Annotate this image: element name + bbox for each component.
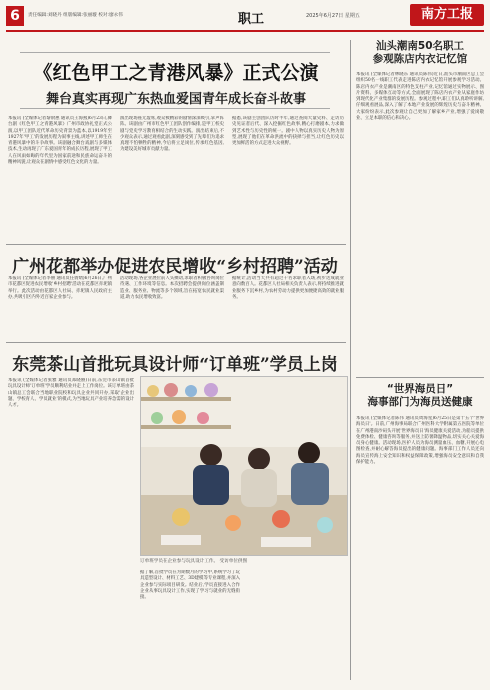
workshop-photo-illustration	[141, 377, 348, 556]
article1-column-3: 据悉,该剧主创团队历时半年,通过查阅大量史料、走访历史见证者后代、深入挖掘红色故事,精心打磨剧本,力求做到艺术性与历史性的统一。剧中人物以真实历史人物为原型,展现了他们在革命洪流中的抉择与担当,让红色历史以更加鲜活的方式走进大众视野。	[232, 116, 344, 147]
article3-headline: 东莞茶山首批玩具设计师“订单班”学员上岗	[12, 355, 338, 375]
article3-column-2: 据了解,首批学员在为期数月的学习中,系统学习了玩具造型设计、材料工艺、3D建模等专业课程,并深入企业参与实际项目研发。结业后,学员直接进入合作企业从事玩具设计工作,实现了学习与就业的无缝衔接。	[140, 570, 240, 601]
article-separator	[6, 342, 346, 343]
editor-credits: 责任编辑:刘晓丹 组版编辑:张丽璇 校对:廖永伟	[28, 13, 123, 18]
article1-headline: 《红色甲工之青港风暴》正式公演	[33, 62, 319, 84]
newspaper-logo: 南方工报	[410, 4, 484, 26]
article2-column-2: 活动现场,各企业展位前人头攒动,求职者积极咨询岗位待遇、工作环境等信息。本次招聘会提供岗位涵盖制造业、服务业、物流等多个领域,旨在拓宽农民就业渠道,助力农民增收致富。	[120, 276, 224, 300]
right-article-separator	[356, 377, 484, 378]
article3-photo	[140, 376, 348, 556]
article1-column-2: 演出现场座无虚席,观众被精彩的剧情深深吸引,掌声阵阵。该剧由广州市红色甲工团队创作编排,是甲工校史剧与党史学习教育相结合的生动实践。演出结束后,不少观众表示,通过观看此剧,深刻感受到了先辈们为追求真理不怕牺牲的精神,今后将立足岗位,传承红色基因,为建设美好城市贡献力量。	[120, 116, 224, 153]
article2-column-1: 本报讯 (全媒体记者李丽 通讯员任倩婧)6月26日,广州市花都区促进农民增收'乡村招聘'活动在花都区赤坭镇举行。此次活动由花都区人社局、赤坭镇人民政府主办,共吸引区内外近百家企业参与。	[8, 276, 112, 300]
header-rule	[6, 30, 484, 32]
right-article2-headline-text: “世界海员日” 海事部门为海员送健康	[367, 383, 473, 408]
title-decoration-top	[20, 52, 330, 53]
right-article2-headline	[356, 383, 484, 409]
section-title: 职工	[238, 12, 265, 27]
article-separator	[6, 244, 346, 245]
right-article1-headline-text: 汕头潮南50名职工 参观陈店内衣记忆馆	[372, 40, 468, 65]
issue-date: 2025年6月27日 星期五	[306, 13, 360, 19]
right-article1-body: 本报讯 (全媒体记者林晓东 通讯员陈伟)近日,汕头市潮南区总工会组织50名一线职工代表走进陈店内衣记忆馆开展参观学习活动。陈店内衣产业是潮南区的特色支柱产业,记忆馆通过实物展示、图片资料、多媒体互动等方式,全面展现了陈店内衣产业从家庭作坊到现代化产业集群的发展历程。参观过程中,职工们认真聆听讲解,仔细观看展品,深入了解了本地产业发展的辉煌历史与奋斗精神。大家纷纷表示,此次参观让自己更加了解家乡产业,增强了爱岗敬业、立足本职的信心和决心。	[356, 72, 484, 122]
article1-subheadline: 舞台真实再现广东热血爱国青年成长奋斗故事	[45, 92, 306, 107]
article3-column-1: 本报讯 (全媒体记者张雅 通讯员郑晓丽)日前,东莞市茶山镇首批玩具设计师'订单班'学员顺利结业并走上工作岗位。该订单班由茶山镇总工会联合当地职业院校和玩具企业共同开办,采取'企业出题、学校育人、学员就业'的模式,为当地玩具产业培养急需的设计人才。	[8, 378, 134, 409]
right-article2-body: 本报讯 (全媒体记者陈伟 通讯员周海星)6月25日是第十五个'世界海员日'。日前,广州海事局联合广州医科大学附属第五医院等单位在广州港南沙码头开展'世界海员日'海员健康关爱活动,为船员提供免费体检、健康咨询等服务,并送上防暑降温物品,切实关心关爱海员身心健康。活动现场,医护人员为海员测量血压、血糖,开展心电图检查,并耐心解答海员提出的健康问题。海事部门工作人员还向海员宣传海上安全知识和权益保障政策,增强海员安全意识和自我保护能力。	[356, 416, 484, 466]
title-decoration-bottom	[20, 108, 330, 109]
right-article1-headline	[356, 40, 484, 66]
article2-column-3: 据统计,活动当天共有超过千名求职者入场,初步达成就业意向数百人。花都区人社局相关负责人表示,将持续推进就业服务下沉乡村,为农村劳动力提供更加便捷高效的就业服务。	[232, 276, 344, 300]
column-divider	[350, 40, 351, 680]
page-number: 6	[6, 6, 24, 26]
photo-caption: 订单班学员在企业参与玩具设计工作。 受访单位供图	[140, 559, 248, 564]
page-header	[6, 4, 484, 30]
article2-headline: 广州花都举办促进农民增收“乡村招聘”活动	[12, 257, 338, 277]
article1-column-1: 本报讯 (全媒体记者黎俞惠 通讯员王海燕)6月23日,舞台剧《红色甲工之青港风暴》广州市政协礼堂正式公演,以甲工团队近代革命历史背景为蓝本,以1919年至1927年'甲工'的发展历程为叙事主线,讲述甲工师生在青港风暴中的斗争故事。该剧融合舞台戏剧与多媒体技术,生动再现了广东爱国青年的成长历程,展现了甲工人在风雨如晦的年代里为国家前途和民族命运奋斗的精神风貌,让观众在剧情中感受红色文化的力量。	[8, 116, 112, 166]
